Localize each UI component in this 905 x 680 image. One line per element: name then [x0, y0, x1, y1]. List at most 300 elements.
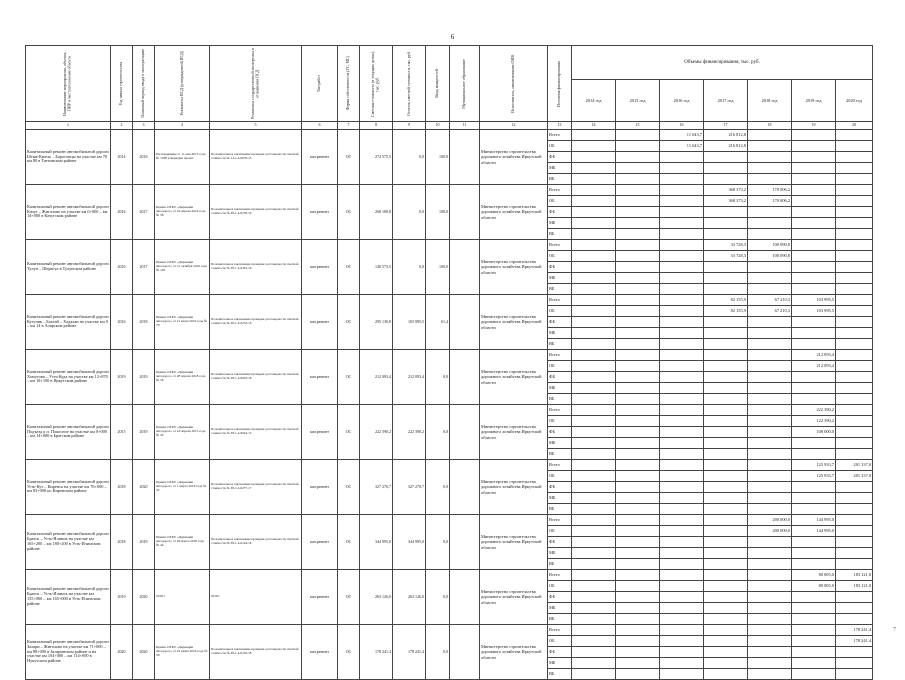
funding-value: [572, 394, 616, 405]
funding-value: [748, 471, 792, 482]
funding-value: [572, 207, 616, 218]
capacity: 0,0: [426, 350, 450, 405]
funding-value: [836, 504, 873, 515]
column-number: 8: [360, 122, 393, 130]
funding-source: ФБ: [548, 372, 572, 383]
funding-source: МБ: [548, 658, 572, 669]
funding-value: [748, 581, 792, 592]
funding-value: [836, 647, 873, 658]
funding-value: [704, 361, 748, 372]
funding-value: [748, 141, 792, 152]
funding-value: 67 210,3: [748, 295, 792, 306]
capacity: 0,0: [426, 460, 450, 515]
header-start: Год начала строительства: [111, 46, 133, 122]
funding-value: [748, 636, 792, 647]
ownership: ОС: [338, 350, 360, 405]
municipality: [450, 130, 480, 185]
end-year: 2020: [133, 460, 155, 515]
funding-value: [572, 405, 616, 416]
funding-value: 216 812,8: [704, 141, 748, 152]
funding-value: [836, 251, 873, 262]
funding-value: [836, 328, 873, 339]
funding-value: [836, 361, 873, 372]
funding-value: [572, 174, 616, 185]
funding-value: [660, 427, 704, 438]
funding-value: [704, 504, 748, 515]
funding-value: [836, 240, 873, 251]
funding-value: [836, 438, 873, 449]
funding-source: ВБ: [548, 229, 572, 240]
funding-value: [572, 592, 616, 603]
funding-value: [660, 240, 704, 251]
funding-value: [572, 460, 616, 471]
funding-value: [660, 306, 704, 317]
funding-value: [748, 262, 792, 273]
funding-value: [704, 372, 748, 383]
funding-value: [836, 614, 873, 625]
column-number: 7: [338, 122, 360, 130]
funding-value: [616, 537, 660, 548]
funding-value: [616, 196, 660, 207]
funding-value: 144 995,0: [792, 515, 836, 526]
funding-value: [704, 482, 748, 493]
funding-source: ФБ: [548, 427, 572, 438]
funding-value: [836, 273, 873, 284]
object-name: Капитальный ремонт автомобильной дороги Ытык-Кюель – Борогонцы на участке км 70 км 80 в Таттинском районе: [26, 130, 111, 185]
funding-value: [616, 603, 660, 614]
municipality: [450, 240, 480, 295]
funding-value: [704, 284, 748, 295]
funding-value: [792, 141, 836, 152]
funding-source: ВБ: [548, 504, 572, 515]
start-year: 2016: [111, 185, 133, 240]
remaining-cost: 344 995,0: [393, 515, 426, 570]
remaining-cost: 0,0: [393, 130, 426, 185]
psd-details: 2018 г.: [155, 570, 210, 625]
object-name: Капитальный ремонт автомобильной дороги Кутулик – Бахтай – Хадахан на участке км 0 – км 14 в Аларском районе: [26, 295, 111, 350]
funding-value: [616, 427, 660, 438]
funding-value: [660, 636, 704, 647]
funding-value: [572, 537, 616, 548]
funding-value: [704, 163, 748, 174]
funding-value: [836, 350, 873, 361]
page-number: 6: [450, 33, 455, 41]
funding-value: [748, 537, 792, 548]
funding-value: [748, 394, 792, 405]
funding-value: [616, 559, 660, 570]
funding-value: [792, 482, 836, 493]
funding-value: [660, 196, 704, 207]
funding-value: 212 093,4: [792, 361, 836, 372]
funding-value: [616, 229, 660, 240]
column-number: 10: [426, 122, 450, 130]
estimated-cost: 222 390,2: [360, 405, 393, 460]
table-row: [26, 130, 873, 141]
funding-value: [572, 130, 616, 141]
funding-value: [660, 625, 704, 636]
funding-value: [660, 372, 704, 383]
funding-source: Всего: [548, 570, 572, 581]
funding-value: [836, 493, 873, 504]
funding-value: [748, 658, 792, 669]
funding-source: ВБ: [548, 614, 572, 625]
header-capacity: Ввод мощностей: [426, 46, 450, 122]
funding-source: Всего: [548, 405, 572, 416]
funding-value: [660, 383, 704, 394]
funding-value: 178 241,4: [836, 625, 873, 636]
funding-value: [704, 427, 748, 438]
work-type: кап.ремонт: [302, 130, 338, 185]
estimated-cost: 268 180,8: [360, 185, 393, 240]
funding-value: [616, 614, 660, 625]
funding-value: [748, 130, 792, 141]
remaining-cost: 212 093,4: [393, 350, 426, 405]
funding-value: 216 812,8: [704, 130, 748, 141]
funding-value: [836, 141, 873, 152]
funding-source: Всего: [548, 350, 572, 361]
executor: Министерство строительства дорожного хозяйства Иркутской области: [480, 185, 548, 240]
executor: Министерство строительства дорожного хозяйства Иркутской области: [480, 405, 548, 460]
funding-value: [616, 460, 660, 471]
funding-value: [836, 526, 873, 537]
funding-value: [616, 515, 660, 526]
capacity: 100,0: [426, 185, 450, 240]
work-type: кап.ремонт: [302, 625, 338, 680]
funding-value: [704, 207, 748, 218]
funding-value: [572, 240, 616, 251]
column-number: 16: [660, 122, 704, 130]
funding-value: [572, 603, 616, 614]
funding-value: [660, 185, 704, 196]
funding-value: [792, 383, 836, 394]
funding-value: [616, 251, 660, 262]
remaining-cost: 263 126,0: [393, 570, 426, 625]
funding-source: ФБ: [548, 317, 572, 328]
funding-value: [572, 339, 616, 350]
funding-value: [660, 152, 704, 163]
column-number: 11: [450, 122, 480, 130]
funding-value: [836, 449, 873, 460]
funding-value: [704, 669, 748, 680]
funding-value: [836, 174, 873, 185]
end-year: 2017: [133, 240, 155, 295]
funding-value: [836, 196, 873, 207]
funding-value: [616, 284, 660, 295]
ownership: ОС: [338, 240, 360, 295]
funding-value: 80 005,0: [792, 570, 836, 581]
municipality: [450, 570, 480, 625]
funding-value: [572, 295, 616, 306]
funding-value: [660, 218, 704, 229]
funding-value: [704, 471, 748, 482]
capacity: 100,0: [426, 130, 450, 185]
funding-source: ВБ: [548, 339, 572, 350]
funding-value: [660, 493, 704, 504]
funding-value: [660, 526, 704, 537]
column-numbers-row: [26, 122, 873, 130]
work-type: кап.ремонт: [302, 350, 338, 405]
funding-source: ФБ: [548, 537, 572, 548]
funding-value: 100 000,0: [792, 427, 836, 438]
capacity: 0,0: [426, 570, 450, 625]
capacity: 61,4: [426, 295, 450, 350]
funding-value: [704, 438, 748, 449]
funding-value: [792, 603, 836, 614]
funding-value: [660, 229, 704, 240]
municipality: [450, 515, 480, 570]
object-name: Капитальный ремонт автомобильной дороги Братск – Усть-Илимск на участке км 165+200 – км 180+200 в Усть-Илимском районе: [26, 515, 111, 570]
funding-value: [836, 482, 873, 493]
funding-value: [660, 581, 704, 592]
funding-value: [748, 504, 792, 515]
funding-value: [660, 482, 704, 493]
funding-value: [792, 339, 836, 350]
expertise-details: Положительное заключение проверки достоверности сметной стоимости № 14-1-4-0079-15: [210, 130, 302, 185]
funding-source: Всего: [548, 625, 572, 636]
header-year: 2017 год: [704, 79, 748, 121]
funding-value: 125 933,7: [792, 471, 836, 482]
funding-value: [748, 361, 792, 372]
funding-source: Всего: [548, 460, 572, 471]
funding-source: ВБ: [548, 559, 572, 570]
funding-value: [792, 493, 836, 504]
funding-source: ВБ: [548, 449, 572, 460]
funding-value: [704, 449, 748, 460]
expertise-details: Положительное заключение проверки достоверности сметной стоимости № 38-1-4-0278-16: [210, 185, 302, 240]
funding-value: [572, 416, 616, 427]
psd-details: Приказ ОГКУ «Дирекция автодорог» от 24 апреля 2015 года № 43: [155, 405, 210, 460]
funding-value: [836, 317, 873, 328]
estimated-cost: 295 130,8: [360, 295, 393, 350]
funding-value: [572, 251, 616, 262]
funding-source: Всего: [548, 295, 572, 306]
funding-value: [660, 460, 704, 471]
end-year: 2020: [133, 625, 155, 680]
funding-value: [572, 152, 616, 163]
header-psd: Реквизиты ПСД (утвержденной ПСД): [155, 46, 210, 122]
header-name: Наименование мероприятия, объекта, ПИР и местоположение объекта: [26, 46, 111, 122]
funding-value: [616, 647, 660, 658]
funding-value: [748, 405, 792, 416]
funding-value: [616, 295, 660, 306]
funding-source: ОБ: [548, 251, 572, 262]
funding-value: [704, 317, 748, 328]
estimated-cost: 272 575,5: [360, 130, 393, 185]
funding-value: [572, 361, 616, 372]
funding-value: [792, 196, 836, 207]
funding-value: [660, 548, 704, 559]
funding-value: [616, 526, 660, 537]
funding-source: ФБ: [548, 482, 572, 493]
funding-value: [748, 350, 792, 361]
funding-value: [704, 174, 748, 185]
funding-source: ОБ: [548, 471, 572, 482]
funding-value: [748, 317, 792, 328]
column-number: 20: [836, 122, 873, 130]
funding-value: [704, 614, 748, 625]
funding-value: [704, 592, 748, 603]
funding-value: [616, 163, 660, 174]
funding-source: ФБ: [548, 647, 572, 658]
ownership: ОС: [338, 515, 360, 570]
funding-value: [616, 361, 660, 372]
work-type: кап.ремонт: [302, 570, 338, 625]
remaining-cost: 327 270,7: [393, 460, 426, 515]
funding-source: ВБ: [548, 394, 572, 405]
executor: Министерство строительства дорожного хозяйства Иркутской области: [480, 240, 548, 295]
funding-value: 170 006,2: [748, 185, 792, 196]
funding-value: [660, 603, 704, 614]
start-year: 2018: [111, 515, 133, 570]
funding-value: [836, 152, 873, 163]
funding-source: ОБ: [548, 306, 572, 317]
municipality: [450, 350, 480, 405]
object-name: Капитальный ремонт автомобильной дороги Тулун – Шерагул в Тулунском районе: [26, 240, 111, 295]
funding-source: ВБ: [548, 174, 572, 185]
executor: Министерство строительства дорожного хозяйства Иркутской области: [480, 460, 548, 515]
object-name: Капитальный ремонт автомобильной дороги Качуг – Жигалово на участке км 0+000 – км 14+000 в Качугском районе: [26, 185, 111, 240]
funding-value: [792, 625, 836, 636]
funding-value: [836, 163, 873, 174]
remaining-cost: 103 995,5: [393, 295, 426, 350]
work-type: кап.ремонт: [302, 460, 338, 515]
start-year: 2014: [111, 130, 133, 185]
funding-value: 178 241,4: [836, 636, 873, 647]
table-row: [26, 405, 873, 416]
funding-value: [792, 240, 836, 251]
funding-value: [572, 218, 616, 229]
column-number: 14: [572, 122, 616, 130]
expertise-details: Положительное заключение проверки достоверности сметной стоимости № 38-1-4-0018-18: [210, 350, 302, 405]
funding-value: [836, 658, 873, 669]
funding-value: [836, 372, 873, 383]
funding-value: [660, 394, 704, 405]
end-year: 2020: [133, 570, 155, 625]
funding-value: 368 373,2: [704, 185, 748, 196]
funding-value: 67 210,3: [748, 306, 792, 317]
header-year: 2016 год: [660, 79, 704, 121]
funding-source: ОБ: [548, 361, 572, 372]
funding-value: [836, 669, 873, 680]
column-number: 3: [133, 122, 155, 130]
object-name: Капитальный ремонт автомобильной дороги Усть-Кут – Киренск на участке км 76+000 – км 83+000 по Киренском районе: [26, 460, 111, 515]
funding-value: [836, 229, 873, 240]
header-work-type: Тип работ: [302, 46, 338, 122]
funding-value: [616, 207, 660, 218]
funding-value: [616, 372, 660, 383]
object-name: Капитальный ремонт автомобильной дороги Подъезд к п. Покосное на участке км 0+000 – км 14+000 в Братском районе: [26, 405, 111, 460]
funding-value: [704, 405, 748, 416]
funding-value: [616, 240, 660, 251]
funding-value: [792, 262, 836, 273]
funding-source: МБ: [548, 438, 572, 449]
funding-value: [792, 328, 836, 339]
funding-value: [572, 284, 616, 295]
table-row: [26, 295, 873, 306]
funding-value: 80 005,0: [792, 581, 836, 592]
funding-value: [660, 328, 704, 339]
funding-value: [748, 273, 792, 284]
column-number: 2: [111, 122, 133, 130]
funding-value: [572, 273, 616, 284]
funding-value: [660, 416, 704, 427]
funding-value: [792, 229, 836, 240]
funding-value: [748, 647, 792, 658]
funding-value: [572, 526, 616, 537]
funding-source: МБ: [548, 603, 572, 614]
header-cost: Сметная стоимость (в текущих ценах), тыс. руб.: [360, 46, 393, 122]
funding-value: [748, 438, 792, 449]
funding-value: [572, 262, 616, 273]
funding-value: 82 155,9: [704, 295, 748, 306]
end-year: 2019: [133, 350, 155, 405]
funding-value: [748, 669, 792, 680]
capacity: 100,0: [426, 240, 450, 295]
column-number: 15: [616, 122, 660, 130]
funding-value: [748, 163, 792, 174]
estimated-cost: 178 241,4: [360, 625, 393, 680]
psd-details: Приказ ОГКУ «Дирекция автодорог» от 26 марта 2018 года № 44: [155, 515, 210, 570]
table-row: [26, 240, 873, 251]
capacity: 0,0: [426, 625, 450, 680]
funding-value: [616, 449, 660, 460]
funding-source: МБ: [548, 273, 572, 284]
funding-value: [792, 185, 836, 196]
funding-value: 144 995,0: [792, 526, 836, 537]
funding-value: [660, 350, 704, 361]
municipality: [450, 460, 480, 515]
funding-value: [616, 339, 660, 350]
funding-value: [748, 416, 792, 427]
work-type: кап.ремонт: [302, 295, 338, 350]
funding-value: [572, 163, 616, 174]
ownership: ОС: [338, 625, 360, 680]
funding-source: ОБ: [548, 416, 572, 427]
funding-value: [616, 394, 660, 405]
funding-value: 200 000,0: [748, 515, 792, 526]
funding-value: [616, 438, 660, 449]
funding-value: 100 090,8: [748, 240, 792, 251]
executor: Министерство строительства дорожного хозяйства Иркутской области: [480, 350, 548, 405]
funding-value: 103 995,5: [792, 295, 836, 306]
funding-value: [792, 284, 836, 295]
funding-source: ОБ: [548, 196, 572, 207]
funding-value: [572, 482, 616, 493]
header-year: 2015 год: [616, 79, 660, 121]
funding-value: 82 155,9: [704, 306, 748, 317]
funding-value: [748, 427, 792, 438]
header-expertise: Реквизиты государственной экспертизы в отношении ПСД: [210, 46, 302, 122]
table-row: [26, 460, 873, 471]
funding-value: [572, 559, 616, 570]
funding-value: [572, 229, 616, 240]
funding-value: [748, 383, 792, 394]
end-year: 2018: [133, 295, 155, 350]
funding-value: [748, 229, 792, 240]
corner-mark: 7: [893, 627, 896, 633]
funding-value: [616, 504, 660, 515]
funding-value: [616, 482, 660, 493]
funding-value: [704, 658, 748, 669]
funding-value: [572, 185, 616, 196]
funding-value: [836, 592, 873, 603]
object-name: Капитальный ремонт автомобильной дороги Залари – Жигалово на участке км 71+000 – км 88+000 в Заларинском районе и на участке км 104+000 – км 114+000 в Нукутском районе: [26, 625, 111, 680]
funding-value: [792, 372, 836, 383]
remaining-cost: 178 241,4: [393, 625, 426, 680]
funding-value: [616, 317, 660, 328]
funding-value: [792, 152, 836, 163]
funding-value: [616, 130, 660, 141]
